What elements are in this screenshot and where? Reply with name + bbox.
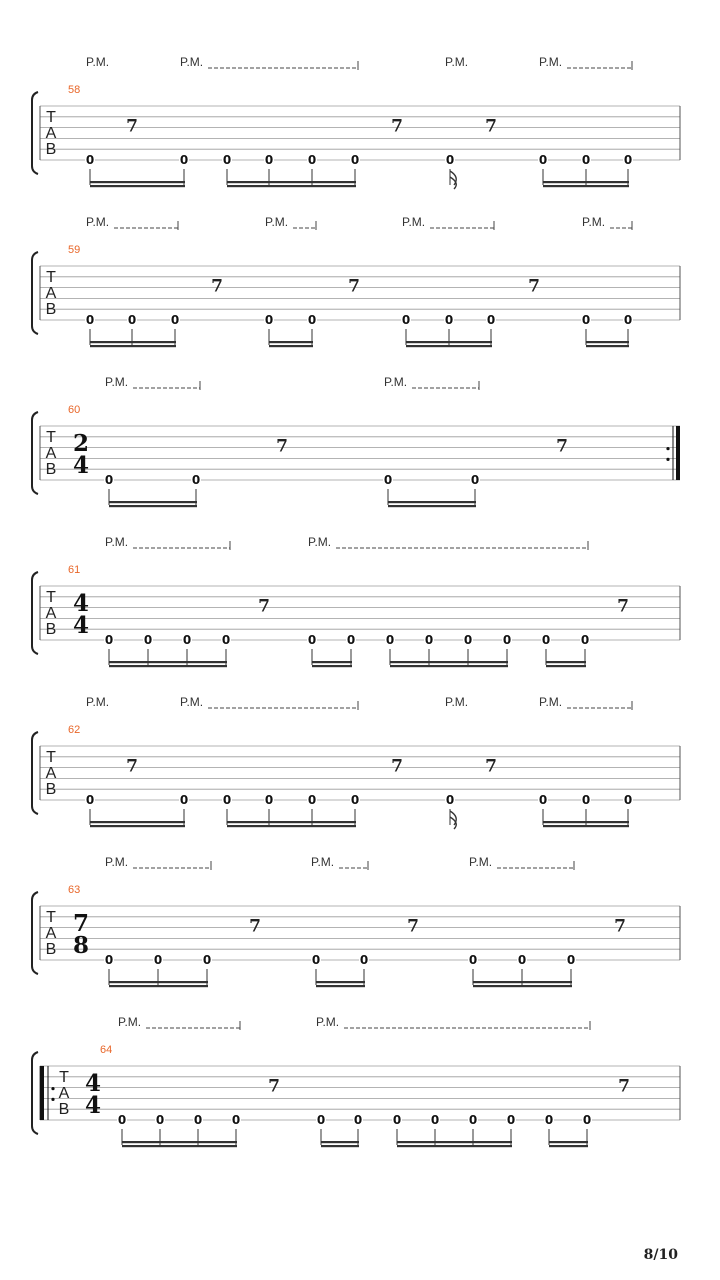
fret-number: 0	[623, 313, 633, 327]
fret-number: 0	[153, 953, 163, 967]
beam	[109, 665, 227, 667]
fret-number: 0	[581, 793, 591, 807]
fret-number: 0	[264, 153, 274, 167]
beam	[90, 181, 185, 183]
palm-mute-label: P.M.	[86, 215, 110, 229]
tab-system	[32, 855, 680, 987]
beam	[122, 1141, 237, 1143]
beam	[321, 1141, 359, 1143]
beam	[586, 345, 629, 347]
staff-bracket	[32, 252, 38, 334]
tab-clef-letter: T	[59, 1069, 69, 1086]
fret-number: 0	[385, 633, 395, 647]
fret-number: 0	[117, 1113, 127, 1127]
fret-number: 0	[143, 633, 153, 647]
time-signature-top: 4	[72, 590, 90, 617]
eighth-rest: 7	[485, 756, 497, 777]
fret-number: 0	[392, 1113, 402, 1127]
measure-number: 58	[68, 84, 81, 96]
fret-number: 0	[179, 793, 189, 807]
tab-clef-letter: B	[45, 141, 57, 158]
tab-clef-letter: A	[45, 765, 57, 782]
beam	[227, 181, 356, 183]
fret-number: 0	[182, 633, 192, 647]
beam	[388, 501, 476, 503]
beam	[316, 981, 365, 983]
beam	[546, 661, 586, 663]
beam	[122, 1145, 237, 1147]
eighth-rest: 7	[276, 436, 288, 457]
fret-number: 0	[401, 313, 411, 327]
palm-mute-label: P.M.	[118, 1015, 142, 1029]
eighth-rest: 7	[211, 276, 223, 297]
beam	[543, 821, 629, 823]
beam	[227, 185, 356, 187]
fret-number: 0	[538, 793, 548, 807]
fret-number: 0	[470, 473, 480, 487]
beam	[269, 345, 313, 347]
fret-number: 0	[316, 1113, 326, 1127]
palm-mute-label: P.M.	[445, 55, 469, 69]
tab-clef-letter: A	[45, 285, 57, 302]
time-signature-top: 2	[72, 430, 90, 457]
beam	[90, 345, 176, 347]
repeat-start-thick-bar	[40, 1066, 44, 1120]
beam	[312, 665, 352, 667]
eighth-rest: 7	[407, 916, 419, 937]
fret-number: 0	[581, 313, 591, 327]
palm-mute-label: P.M.	[265, 215, 289, 229]
fret-number: 0	[85, 793, 95, 807]
palm-mute-label: P.M.	[86, 695, 110, 709]
palm-mute-label: P.M.	[402, 215, 426, 229]
fret-number: 0	[170, 313, 180, 327]
staff-bracket	[32, 892, 38, 974]
note-flag	[450, 817, 456, 829]
fret-number: 0	[353, 1113, 363, 1127]
fret-number: 0	[580, 633, 590, 647]
fret-number: 0	[486, 313, 496, 327]
tab-clef-letter: A	[58, 1085, 70, 1102]
tab-clef-letter: A	[45, 125, 57, 142]
fret-number: 0	[307, 313, 317, 327]
eighth-rest: 7	[268, 1076, 280, 1097]
tab-clef-letter: B	[45, 301, 57, 318]
eighth-rest: 7	[618, 1076, 630, 1097]
fret-number: 0	[445, 153, 455, 167]
eighth-rest: 7	[126, 116, 138, 137]
fret-number: 0	[231, 1113, 241, 1127]
eighth-rest: 7	[391, 756, 403, 777]
beam	[546, 665, 586, 667]
tab-clef-letter: B	[58, 1101, 70, 1118]
fret-number: 0	[623, 793, 633, 807]
beam	[109, 501, 197, 503]
tab-clef-letter: B	[45, 461, 57, 478]
fret-number: 0	[346, 633, 356, 647]
palm-mute-label: P.M.	[86, 55, 110, 69]
fret-number: 0	[191, 473, 201, 487]
measure-number: 59	[68, 244, 81, 256]
palm-mute-label: P.M.	[582, 215, 606, 229]
note-flag	[450, 177, 456, 189]
beam	[109, 985, 208, 987]
tab-clef-letter: T	[46, 429, 56, 446]
fret-number: 0	[350, 793, 360, 807]
time-signature-top: 4	[84, 1070, 102, 1097]
beam	[227, 825, 356, 827]
fret-number: 0	[264, 793, 274, 807]
measure-number: 61	[68, 564, 81, 576]
palm-mute-label: P.M.	[539, 55, 563, 69]
palm-mute-label: P.M.	[469, 855, 493, 869]
fret-number: 0	[517, 953, 527, 967]
fret-number: 0	[359, 953, 369, 967]
tab-clef-letter: A	[45, 925, 57, 942]
fret-number: 0	[566, 953, 576, 967]
eighth-rest: 7	[556, 436, 568, 457]
fret-number: 0	[468, 953, 478, 967]
page-number: 8/10	[643, 1247, 678, 1263]
palm-mute-label: P.M.	[308, 535, 332, 549]
beam	[473, 981, 572, 983]
fret-number: 0	[623, 153, 633, 167]
fret-number: 0	[104, 953, 114, 967]
tab-system	[32, 375, 680, 507]
time-signature-top: 7	[72, 910, 90, 937]
time-signature-bottom: 8	[72, 932, 90, 959]
beam	[406, 345, 492, 347]
beam	[227, 821, 356, 823]
fret-number: 0	[222, 153, 232, 167]
palm-mute-label: P.M.	[384, 375, 408, 389]
fret-number: 0	[502, 633, 512, 647]
fret-number: 0	[307, 633, 317, 647]
fret-number: 0	[383, 473, 393, 487]
measure-number: 63	[68, 884, 81, 896]
tab-clef-letter: T	[46, 589, 56, 606]
palm-mute-label: P.M.	[105, 855, 129, 869]
beam	[90, 341, 176, 343]
repeat-dot	[666, 458, 669, 461]
palm-mute-label: P.M.	[445, 695, 469, 709]
fret-number: 0	[541, 633, 551, 647]
beam	[543, 825, 629, 827]
eighth-rest: 7	[348, 276, 360, 297]
eighth-rest: 7	[528, 276, 540, 297]
beam	[90, 825, 185, 827]
fret-number: 0	[506, 1113, 516, 1127]
palm-mute-label: P.M.	[105, 535, 129, 549]
palm-mute-label: P.M.	[180, 55, 204, 69]
fret-number: 0	[430, 1113, 440, 1127]
beam	[586, 341, 629, 343]
beam	[549, 1145, 588, 1147]
staff-bracket	[32, 412, 38, 494]
time-signature-bottom: 4	[72, 612, 90, 639]
fret-number: 0	[544, 1113, 554, 1127]
staff-bracket	[32, 572, 38, 654]
beam	[390, 661, 508, 663]
beam	[473, 985, 572, 987]
fret-number: 0	[581, 153, 591, 167]
eighth-rest: 7	[249, 916, 261, 937]
fret-number: 0	[311, 953, 321, 967]
beam	[90, 185, 185, 187]
fret-number: 0	[444, 313, 454, 327]
staff-bracket	[32, 1052, 38, 1134]
tab-clef-letter: T	[46, 109, 56, 126]
tab-clef-letter: T	[46, 909, 56, 926]
tab-clef-letter: B	[45, 781, 57, 798]
palm-mute-label: P.M.	[311, 855, 335, 869]
fret-number: 0	[424, 633, 434, 647]
beam	[90, 821, 185, 823]
fret-number: 0	[127, 313, 137, 327]
fret-number: 0	[221, 633, 231, 647]
tab-clef-letter: B	[45, 621, 57, 638]
eighth-rest: 7	[617, 596, 629, 617]
tab-system	[32, 1015, 680, 1147]
measure-number: 62	[68, 724, 81, 736]
time-signature-bottom: 4	[84, 1092, 102, 1119]
eighth-rest: 7	[258, 596, 270, 617]
measure-number: 64	[100, 1044, 113, 1056]
tab-clef-letter: T	[46, 749, 56, 766]
staff-bracket	[32, 732, 38, 814]
tab-system	[32, 535, 680, 667]
repeat-dot	[51, 1087, 54, 1090]
tab-clef-letter: A	[45, 445, 57, 462]
fret-number: 0	[104, 473, 114, 487]
fret-number: 0	[350, 153, 360, 167]
fret-number: 0	[202, 953, 212, 967]
beam	[549, 1141, 588, 1143]
fret-number: 0	[307, 793, 317, 807]
eighth-rest: 7	[614, 916, 626, 937]
fret-number: 0	[104, 633, 114, 647]
fret-number: 0	[155, 1113, 165, 1127]
tab-clef-letter: B	[45, 941, 57, 958]
fret-number: 0	[264, 313, 274, 327]
staff-bracket	[32, 92, 38, 174]
beam	[269, 341, 313, 343]
fret-number: 0	[582, 1113, 592, 1127]
fret-number: 0	[463, 633, 473, 647]
beam	[312, 661, 352, 663]
beam	[321, 1145, 359, 1147]
beam	[109, 661, 227, 663]
repeat-dot	[51, 1098, 54, 1101]
beam	[406, 341, 492, 343]
eighth-rest: 7	[126, 756, 138, 777]
beam	[109, 981, 208, 983]
tab-system	[32, 695, 680, 829]
tab-clef-letter: A	[45, 605, 57, 622]
time-signature-bottom: 4	[72, 452, 90, 479]
fret-number: 0	[222, 793, 232, 807]
repeat-end-thick-bar	[676, 426, 680, 480]
beam	[397, 1145, 512, 1147]
beam	[316, 985, 365, 987]
fret-number: 0	[468, 1113, 478, 1127]
tab-system	[32, 215, 680, 347]
fret-number: 0	[538, 153, 548, 167]
palm-mute-label: P.M.	[316, 1015, 340, 1029]
eighth-rest: 7	[485, 116, 497, 137]
palm-mute-label: P.M.	[539, 695, 563, 709]
beam	[390, 665, 508, 667]
fret-number: 0	[307, 153, 317, 167]
fret-number: 0	[85, 313, 95, 327]
beam	[397, 1141, 512, 1143]
repeat-dot	[666, 447, 669, 450]
measure-number: 60	[68, 404, 81, 416]
beam	[109, 505, 197, 507]
fret-number: 0	[193, 1113, 203, 1127]
palm-mute-label: P.M.	[180, 695, 204, 709]
fret-number: 0	[445, 793, 455, 807]
palm-mute-label: P.M.	[105, 375, 129, 389]
beam	[543, 181, 629, 183]
beam	[543, 185, 629, 187]
fret-number: 0	[85, 153, 95, 167]
fret-number: 0	[179, 153, 189, 167]
eighth-rest: 7	[391, 116, 403, 137]
tab-clef-letter: T	[46, 269, 56, 286]
beam	[388, 505, 476, 507]
tab-system	[32, 55, 680, 189]
